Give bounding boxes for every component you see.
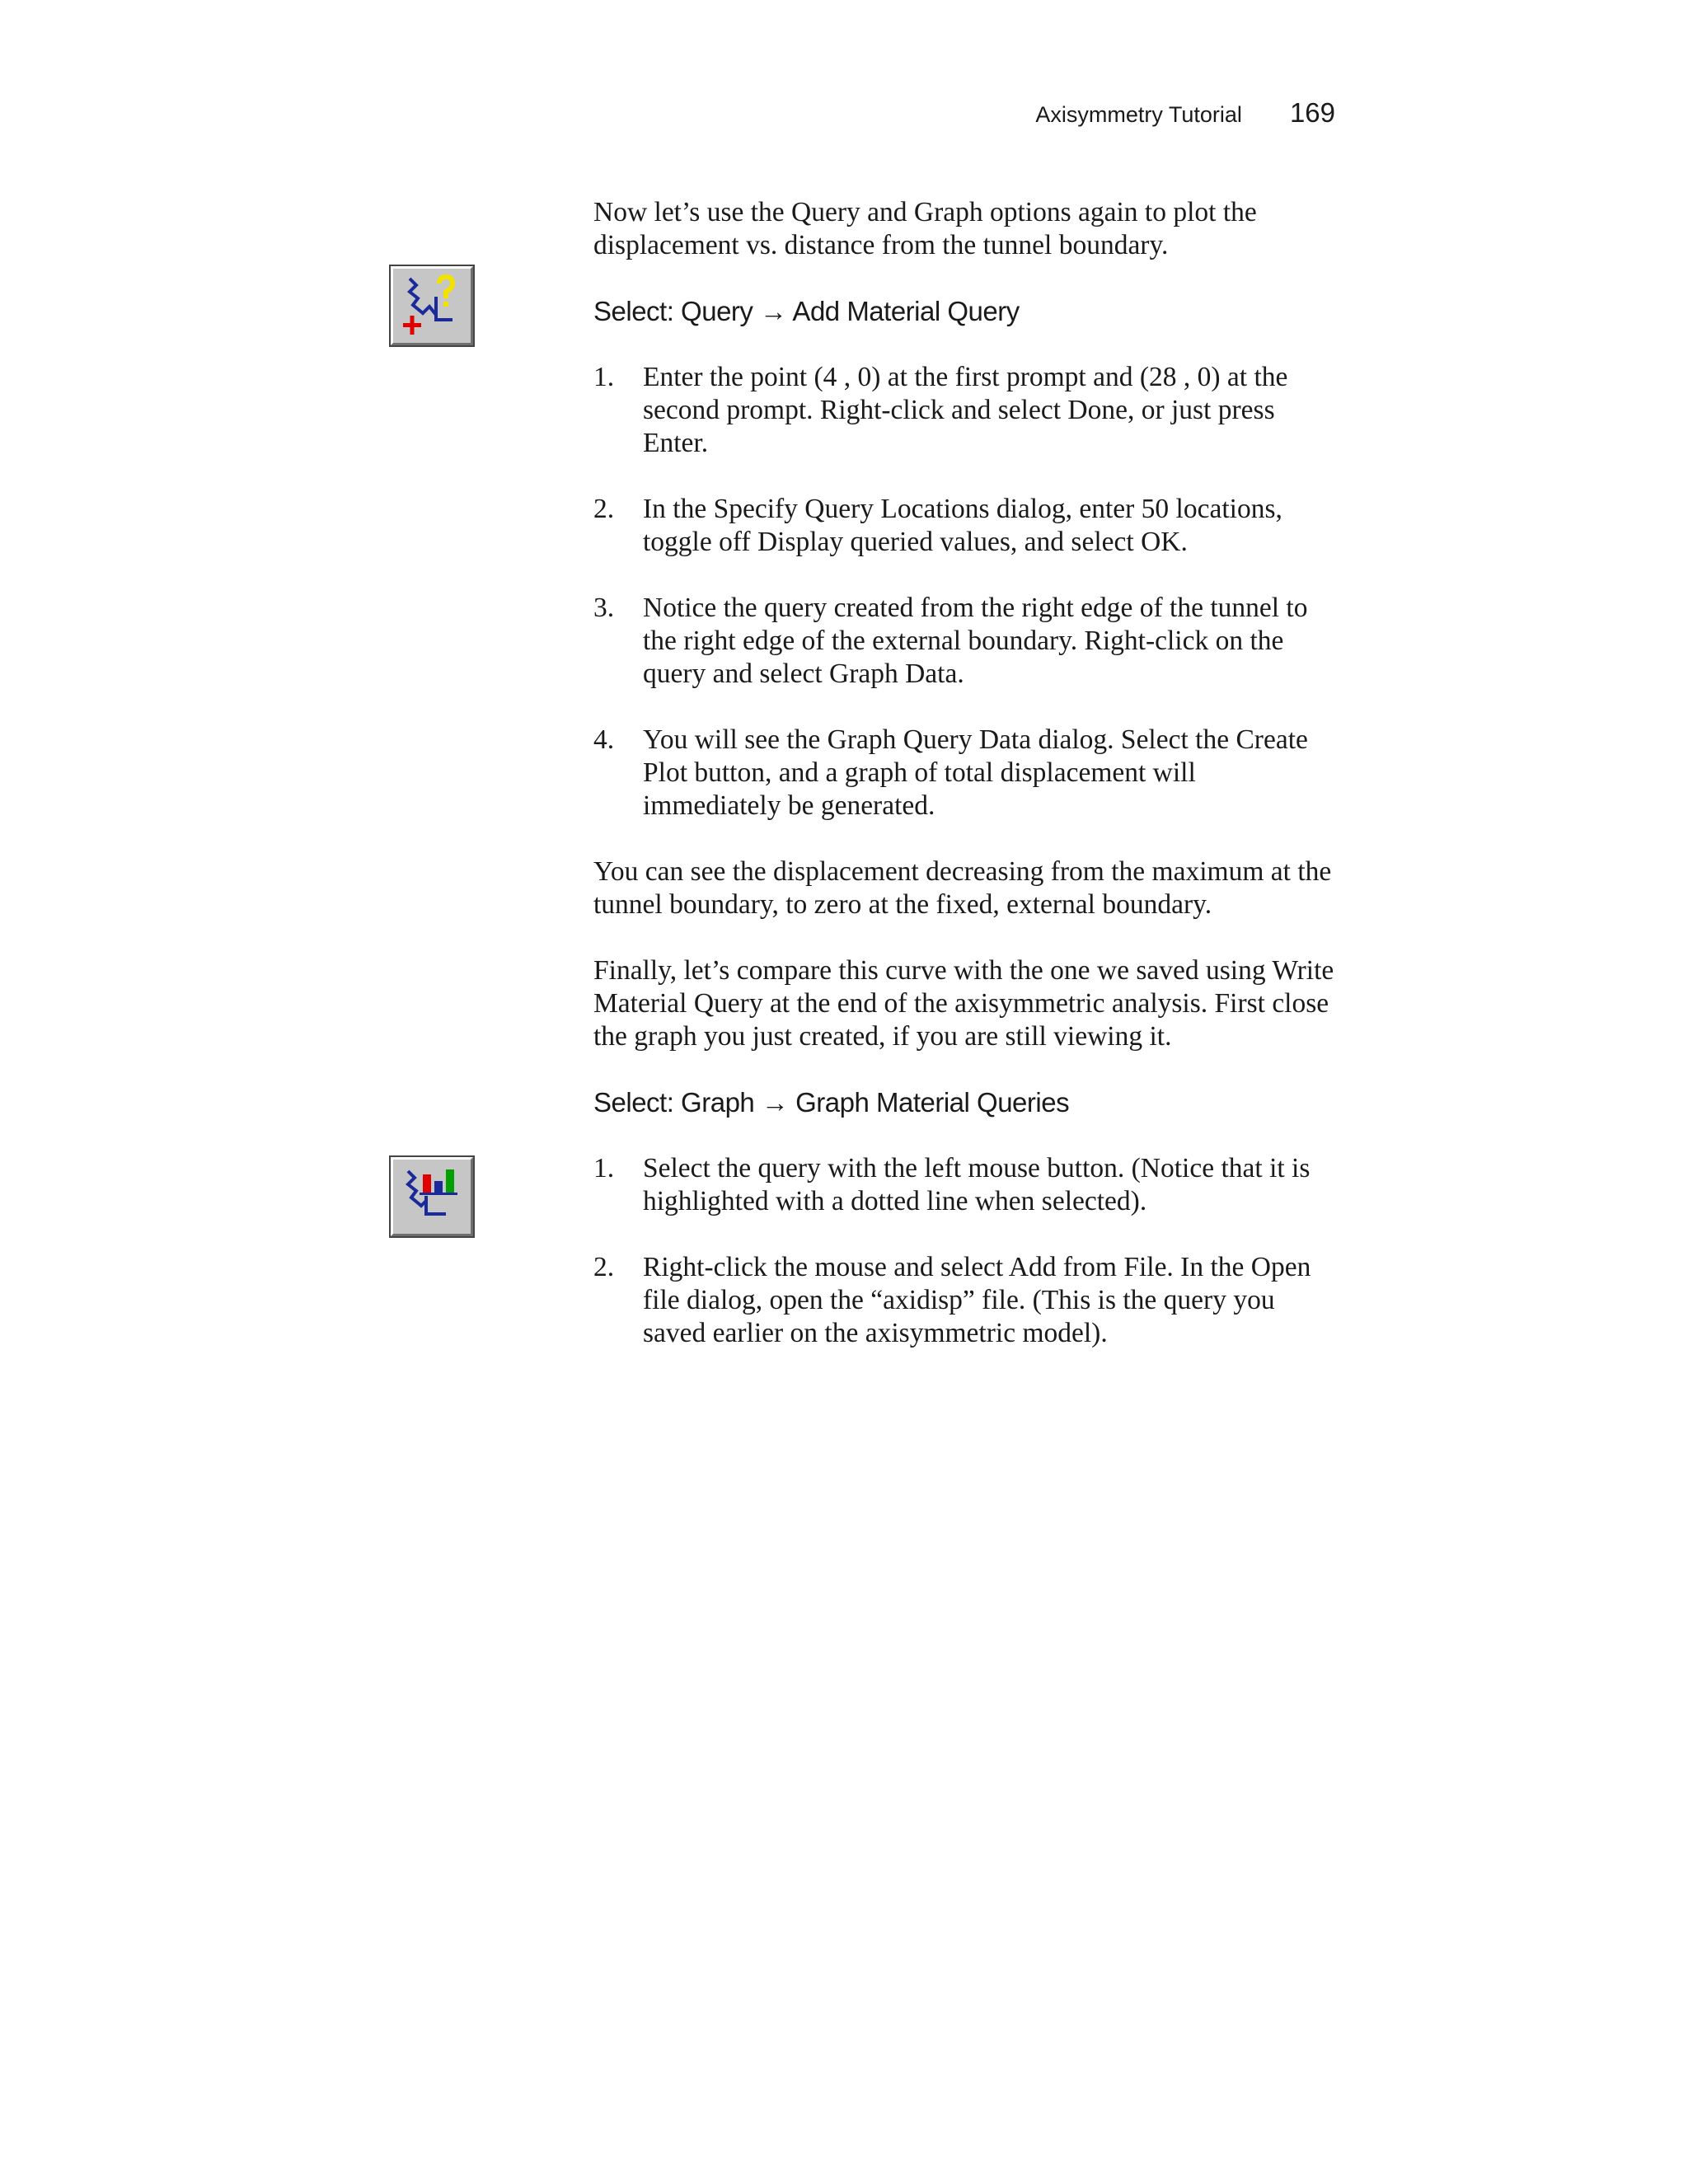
steps-list-graph: [593, 1152, 1335, 1350]
step-text: Right-click the mouse and select Add from File. In the Open file dialog, open the “axidisp” file. (This is the query you saved earlier on the axisymmetric model).: [643, 1252, 1311, 1348]
page-header: [0, 97, 1335, 129]
step-number: 1.: [593, 1153, 615, 1183]
step-number: 1.: [593, 362, 615, 392]
list-item: [593, 724, 1335, 823]
main-content: [593, 196, 1335, 1383]
list-item: [593, 1251, 1335, 1350]
displacement-paragraph: You can see the displacement decreasing from the maximum at the tunnel boundary, to zero at the fixed, external boundary.: [593, 856, 1332, 920]
intro-paragraph: Now let’s use the Query and Graph options again to plot the displacement vs. distance from the tunnel boundary.: [593, 197, 1257, 260]
steps-list-query: [593, 361, 1335, 823]
step-number: 4.: [593, 724, 615, 755]
step-text: Enter the point (4 , 0) at the first prompt and (28 , 0) at the second prompt. Right-click and select Done, or just press Enter.: [643, 362, 1288, 458]
step-text: Notice the query created from the right edge of the tunnel to the right edge of the external boundary. Right-click on the query and select Graph Data.: [643, 593, 1308, 689]
add-material-query-icon-graphic: [398, 272, 467, 341]
list-item: [593, 1152, 1335, 1218]
step-number: 2.: [593, 1252, 615, 1282]
step-text: You will see the Graph Query Data dialog. Select the Create Plot button, and a graph of total displacement will immediately be generated.: [643, 724, 1308, 821]
list-item: [593, 361, 1335, 460]
step-number: 3.: [593, 593, 615, 623]
step-text: In the Specify Query Locations dialog, enter 50 locations, toggle off Display queried values, and select OK.: [643, 494, 1282, 557]
list-item: [593, 493, 1335, 559]
step-text: Select the query with the left mouse button. (Notice that it is highlighted with a dotted line when selected).: [643, 1153, 1311, 1216]
select-instruction-graph: Select: Graph → Graph Material Queries: [593, 1087, 1070, 1118]
list-item: [593, 592, 1335, 691]
select-instruction-query: Select: Query → Add Material Query: [593, 296, 1020, 326]
step-number: 2.: [593, 494, 615, 524]
compare-paragraph: Finally, let’s compare this curve with the one we saved using Write Material Query at the end of the axisymmetric analysis. First close the graph you just created, if you are still viewing it.: [593, 955, 1334, 1052]
page-number: 169: [1289, 97, 1335, 128]
add-material-query-icon: [391, 266, 473, 345]
graph-material-queries-icon: [391, 1157, 473, 1236]
running-title: Axisymmetry Tutorial: [1035, 102, 1242, 127]
graph-material-queries-icon-graphic: [398, 1163, 467, 1232]
